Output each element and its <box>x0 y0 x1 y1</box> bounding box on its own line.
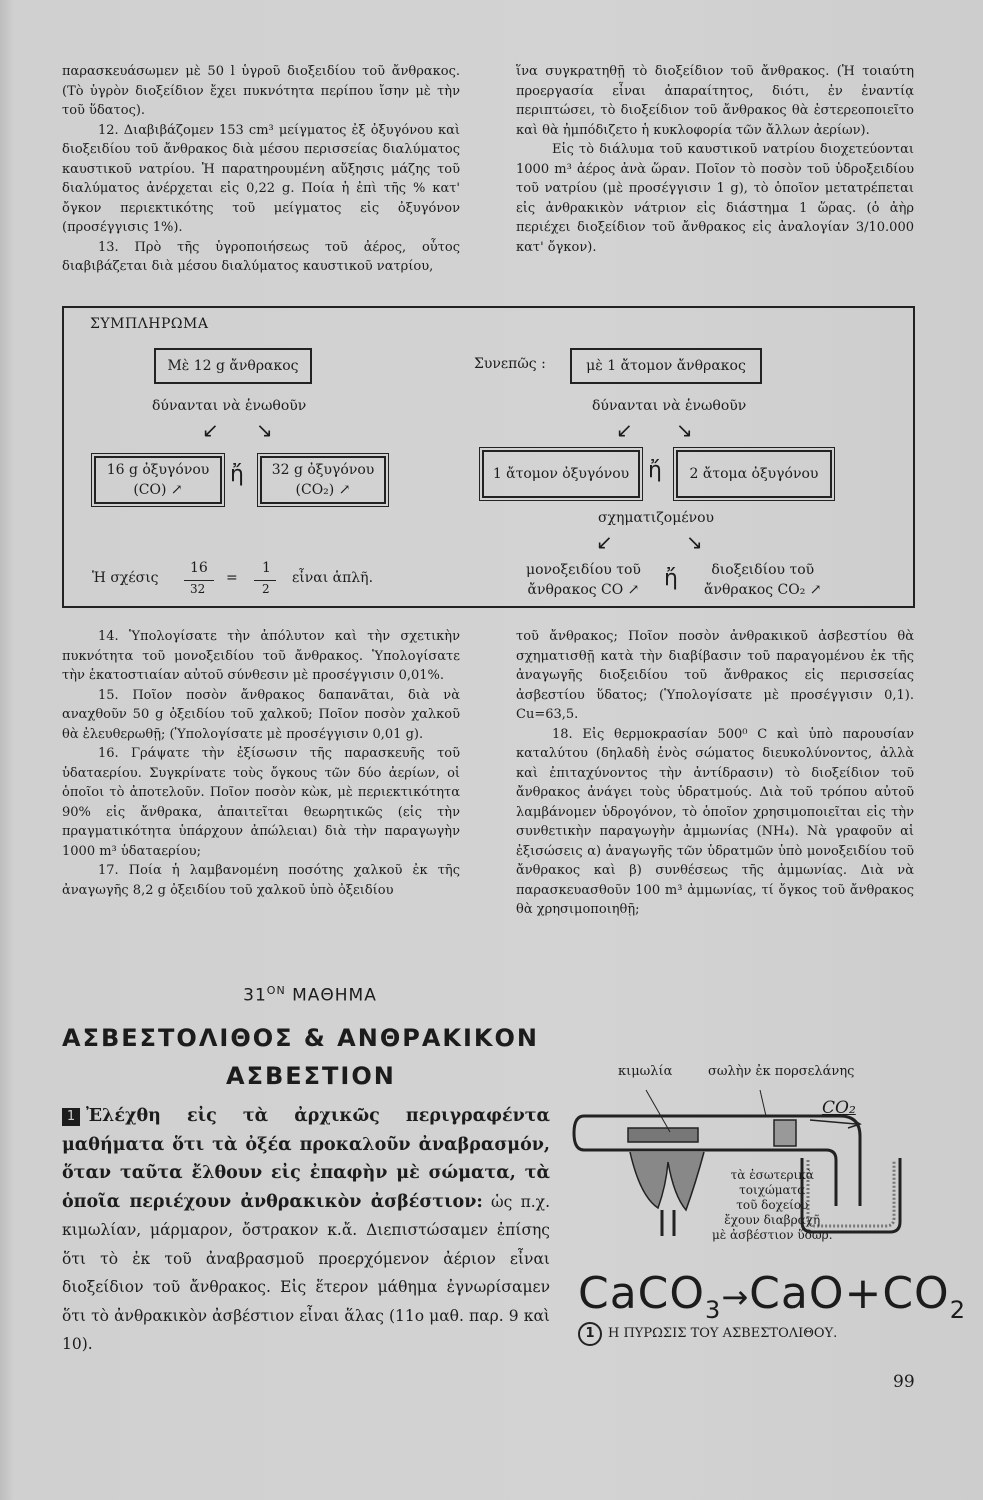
flame-icon <box>630 1152 704 1210</box>
arrow-down-left-icon: ↙ <box>596 530 613 554</box>
forming-label: σχηματιζομένου <box>598 510 715 526</box>
chalk-shape <box>628 1128 698 1142</box>
exercise-17: 17. Ποία ἡ λαμβανομένη ποσότης χαλκοῦ ἐκ τῆς ἀναγωγῆς 8,2 g ὀξειδίου τοῦ χαλκοῦ ὑπὸ ὀξειδίου <box>62 863 460 898</box>
box-text: Μὲ 12 g ἄνθρακος <box>167 358 299 374</box>
therefore-label: Συνεπῶς : <box>474 356 546 372</box>
arrow-down-left-icon: ↙ <box>616 418 633 442</box>
box-text: 2 ἄτομα ὀξυγόνου <box>689 466 819 482</box>
carbon-atom-box <box>570 348 762 384</box>
oxygen-1-atom-box <box>482 450 640 498</box>
arrow-down-right-icon: ↘ <box>686 530 703 554</box>
exercise-15: 15. Ποῖον ποσὸν ἄνθρακος δαπανᾶται, διὰ νὰ αναχθοῦν 50 g ὀξειδίου τοῦ χαλκοῦ; Ποῖον ποσὸν χαλκοῦ θὰ ἐλευθερωθῇ; (Ὑπολογίσατε μὲ προσέγγισιν 0,01 g). <box>62 687 460 742</box>
ratio-num2: 1 <box>262 560 271 576</box>
fraction-bar <box>254 580 276 581</box>
box-text: 16 g ὀξυγόνου (CO) ↗ <box>106 462 210 498</box>
label-chalk: κιμωλία <box>618 1064 673 1079</box>
ratio-den1: 32 <box>190 582 206 596</box>
or-label: ἤ <box>664 566 678 591</box>
arrow-down-right-icon: ↘ <box>676 418 693 442</box>
ratio-equals: = <box>226 570 238 586</box>
ratio-prefix: Ἡ σχέσις <box>92 570 159 586</box>
summary-box <box>62 306 915 608</box>
combine-label-right: δύνανται νὰ ἑνωθοῦν <box>592 398 747 414</box>
paragraph: Εἰς τὸ διάλυμα τοῦ καυστικοῦ νατρίου διοχετεύονται 1000 m³ ἀέρος ἀνὰ ὥραν. Ποῖον τὸ ποσὸν τοῦ ὑδροξειδίου τοῦ νατρίου (μὲ προσέγγισιν 1 g), τὸ ὁποῖον μετατρέπεται εἰς ἀνθρακικὸν νάτριον εἰς διάστημα 1 ὥρας. (ὁ ἀὴρ περιέχει διοξείδιον τοῦ ἄνθρακος εἰς ἀναλογίαν 3/10.000 κατ' ὄγκον). <box>516 142 914 255</box>
box-text: μὲ 1 ἄτομον ἄνθρακος <box>586 358 746 374</box>
box-text: 32 g ὀξυγόνου (CO₂) ↗ <box>271 462 375 498</box>
lesson-number: $31^{ON}$ ΜΑΘΗΜΑ <box>243 984 377 1006</box>
carbon-12g-box <box>154 348 312 384</box>
fraction-bar <box>184 580 214 581</box>
intro-bold-text: Ἐλέχθη εἰς τὰ ἀρχικῶς περιγραφέντα μαθήματα ὅτι τὰ ὀξέα προκαλοῦν ἀναβρασμόν, ὅταν ταῦτα ἔλθουν εἰς ἐπαφὴν μὲ σώματα, τὰ ὁποῖα περιέχουν ἀνθρακικὸν ἀσβέστιον: <box>62 1106 550 1212</box>
ratio-den2: 2 <box>262 582 270 596</box>
paragraph: ἵνα συγκρατηθῇ τὸ διοξείδιον τοῦ ἄνθρακος. (Ἡ τοιαύτη προεργασία εἶναι ἀπαραίτητος, διότι, ἐν ἐναντίᾳ περιπτώσει, τὸ διοξείδιον τοῦ ἄνθρακος θὰ ἐστερεοποιεῖτο καὶ θὰ ἠμπόδιζετο ἡ κυκλοφορία τῶν ἄλλων ἀερίων). <box>516 64 914 138</box>
column-top-right <box>516 62 914 257</box>
or-label: ἤ <box>230 462 244 487</box>
product-co: μονοξειδίου τοῦ ἄνθρακος CO ↗ <box>526 562 641 598</box>
column-top-left <box>62 62 460 277</box>
product-co2: διοξειδίου τοῦ ἄνθρακος CO₂ ↗ <box>704 562 822 598</box>
label-walls: τὰ ἐσωτερικὰ τοιχώματα τοῦ δοχείου ἔχουν διαβραχῆ μὲ ἀσβέστιον ὕδωρ. <box>712 1168 833 1242</box>
oxygen-16g-box <box>94 456 222 504</box>
figure-caption <box>578 1322 837 1346</box>
ratio-suffix: εἶναι ἁπλῆ. <box>292 570 374 586</box>
label-co2: CO₂ <box>822 1098 856 1118</box>
exercise-12: 12. Διαβιβάζομεν 153 cm³ μείγματος ἐξ ὀξυγόνου καὶ διοξειδίου τοῦ ἄνθρακος διὰ μέσου περισσείας διαλύματος καυστικοῦ νατρίου. Ἡ παρατηρουμένη αὔξησις μάζης τοῦ διαλύματος ἀνέρχεται εἰς 0,22 g. Ποία ἡ ἐπὶ τῆς % κατ' ὄγκον περιεκτικότης τοῦ μείγματος εἰς ὀξυγόνον (προσέγγισις 1%). <box>62 122 460 235</box>
or-label: ἤ <box>648 458 662 483</box>
paragraph: τοῦ ἄνθρακος; Ποῖον ποσὸν ἀνθρακικοῦ ἀσβεστίου θὰ σχηματισθῇ κατὰ τὴν διαβίβασιν τοῦ παραγομένου ἐκ τῆς ἀναγωγῆς διοξειδίου τοῦ ἄνθρακος εἰς περισσείας ἀσβεστίου ὕδατος; (Ὑπολογίσατε μὲ προσέγγισιν 0,1). Cu=63,5. <box>516 629 914 722</box>
column-bottom-left <box>62 627 460 900</box>
column-bottom-right <box>516 627 914 920</box>
reaction-formula: $CaCO_3\to CaO+CO_2$ <box>578 1268 966 1324</box>
box-text: 1 ἄτομον ὀξυγόνου <box>492 466 630 482</box>
paragraph: παρασκευάσωμεν μὲ 50 l ὑγροῦ διοξειδίου τοῦ ἄνθρακος. (Τὸ ὑγρὸν διοξείδιον ἔχει πυκνότητα περίπου ἴσην μὲ τὴν τοῦ ὕδατος). <box>62 64 460 118</box>
exercise-13: 13. Πρὸ τῆς ὑγροποιήσεως τοῦ ἀέρος, οὗτος διαβιβάζεται διὰ μέσου διαλύματος καυστικοῦ νατρίου, <box>62 239 460 274</box>
intro-paragraph <box>62 1102 550 1359</box>
exercise-18: 18. Εἰς θερμοκρασίαν 500⁰ C καὶ ὑπὸ παρουσίαν καταλύτου (δηλαδὴ ἑνὸς σώματος διευκολύνοντος, ἀλλὰ καὶ ἐπιταχύνοντος τὴν ἀντίδρασιν) τὸ διοξείδιον τοῦ ἄνθρακος ἀνάγει τοὺς ὑδρατμούς. Διὰ τοῦ τρόπου αὐτοῦ λαμβάνομεν ὑδρογόνον, τὸ ὁποῖον χρησιμοποιεῖται εἰς τὴν συνθετικὴν παραγωγὴν ἀμμωνίας (NH₄). Νὰ γραφοῦν αἱ ἐξισώσεις α) ἀναγωγῆς τῶν ὑδρατμῶν ὑπὸ μονοξειδίου τοῦ ἄνθρακος καὶ β) συνθέσεως τῆς ἀμμωνίας. Διὰ νὰ παρασκευασθοῦν 100 m³ ἀμμωνίας, τί ὄγκος τοῦ ἄνθρακος θὰ χρησιμοποιηθῇ; <box>516 726 914 917</box>
ratio-num1: 16 <box>190 560 208 576</box>
arrow-down-right-icon: ↘ <box>256 418 273 442</box>
figure-number: 1 <box>578 1322 602 1346</box>
section-marker: 1 <box>62 1108 80 1126</box>
page-number: 99 <box>893 1372 915 1392</box>
label-tube: σωλὴν ἐκ πορσελάνης <box>708 1064 855 1079</box>
arrow-down-left-icon: ↙ <box>202 418 219 442</box>
caption-text: Η ΠΥΡΩΣΙΣ ΤΟΥ ΑΣΒΕΣΤΟΛΙΘΟΥ. <box>608 1326 838 1341</box>
intro-text: ὡς π.χ. κιμωλίαν, μάρμαρον, ὄστρακον κ.ἄ. Διεπιστώσαμεν ἐπίσης ὅτι τὸ ἐκ τοῦ ἀναβρασμοῦ προερχόμενον ἀέριον εἶναι διοξείδιον τοῦ ἄνθρακος. Εἰς ἕτερον μάθημα ἐγνωρίσαμεν ὅτι τὸ ἀνθρακικὸν ἀσβέστιον εἶναι ἅλας (11ο μαθ. παρ. 9 καὶ 10). <box>62 1192 550 1353</box>
lesson-title-line1: ΑΣΒΕΣΤΟΛΙΘΟΣ & ΑΝΘΡΑΚΙΚΟΝ <box>62 1024 540 1052</box>
oxygen-2-atoms-box <box>676 450 832 498</box>
lesson-title-line2: ΑΣΒΕΣΤΙΟΝ <box>226 1062 396 1090</box>
exercise-14: 14. Ὑπολογίσατε τὴν ἀπόλυτον καὶ τὴν σχετικὴν πυκνότητα τοῦ μονοξειδίου τοῦ ἄνθρακος. Ὑπολογίσατε τὴν ἑκατοστιαίαν αὐτοῦ σύνθεσιν μὲ προσέγγισιν 0,01%. <box>62 629 460 683</box>
exercise-16: 16. Γράψατε τὴν ἐξίσωσιν τῆς παρασκευῆς τοῦ ὑδαταερίου. Συγκρίνατε τοὺς ὄγκους τῶν δύο ἀερίων, οἱ ὁποῖοι τὸ ἀποτελοῦν. Ποῖον ποσὸν κὼκ, μὲ περιεκτικότητα 90% εἰς ἄνθρακα, ἀπαιτεῖται θεωρητικῶς (εἰς τὴν πραγματικότητα ὑπάρχουν ἀπώλειαι) διὰ τὴν παραγωγὴν 1000 m³ ὑδαταερίου; <box>62 746 460 859</box>
oxygen-32g-box <box>260 456 386 504</box>
summary-title: ΣΥΜΠΛΗΡΩΜΑ <box>90 316 209 332</box>
combine-label-left: δύνανται νὰ ἑνωθοῦν <box>152 398 307 414</box>
